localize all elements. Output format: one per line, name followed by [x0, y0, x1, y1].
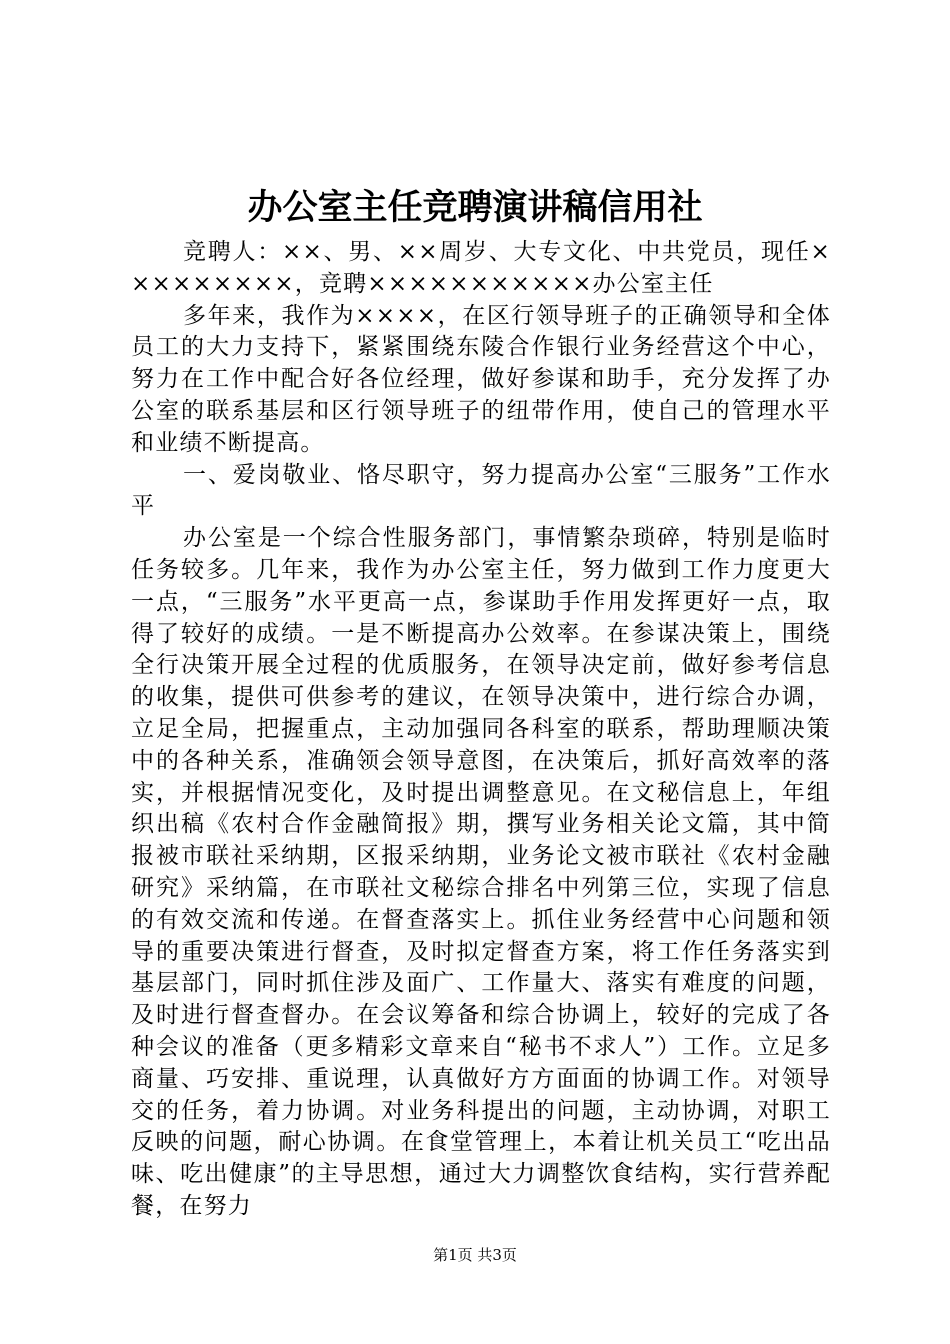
paragraph-applicant-info: 竞聘人：××、男、××周岁、大专文化、中共党员，现任×××××××××，竞聘×××××××××××办公室主任: [131, 239, 831, 297]
document-body: [131, 237, 831, 1223]
page-footer: 第1页 共3页: [433, 1246, 517, 1264]
paragraph-introduction: 多年来，我作为××××，在区行领导班子的正确领导和全体员工的大力支持下，紧紧围绕东陵合作银行业务经营这个中心，努力在工作中配合好各位经理，做好参谋和助手，充分发挥了办公室的联系基层和区行领导班子的纽带作用，使自己的管理水平和业绩不断提高。: [131, 302, 831, 456]
document-title: 办公室主任竞聘演讲稿信用社: [247, 187, 703, 228]
section-heading-one: 一、爱岗敬业、恪尽职守，努力提高办公室“三服务”工作水平: [131, 461, 831, 520]
paragraph-office-work: 办公室是一个综合性服务部门，事情繁杂琐碎，特别是临时任务较多。几年来，我作为办公室主任，努力做到工作力度更大一点，“三服务”水平更高一点，参谋助手作用发挥更好一点，取得了较好的成绩。一是不断提高办公效率。在参谋决策上，围绕全行决策开展全过程的优质服务，在领导决定前，做好参考信息的收集，提供可供参考的建议，在领导决策中，进行综合办调，立足全局，把握重点，主动加强同各科室的联系，帮助理顺决策中的各种关系，准确领会领导意图，在决策后，抓好高效率的落实，并根据情况变化，及时提出调整意见。在文秘信息上，年组织出稿《农村合作金融简报》期，撰写业务相关论文篇，其中简报被市联社采纳期，区报采纳期，业务论文被市联社《农村金融研究》采纳篇，在市联社文秘综合排名中列第三位，实现了信息的有效交流和传递。在督查落实上。抓住业务经营中心问题和领导的重要决策进行督查，及时拟定督查方案，将工作任务落实到基层部门，同时抓住涉及面广、工作量大、落实有难度的问题，及时进行督查督办。在会议筹备和综合协调上，较好的完成了各种会议的准备（更多精彩文章来自“秘书不求人”）工作。立足多商量、巧安排、重说理，认真做好方方面面的协调工作。对领导交的任务，着力协调。对业务科提出的问题，主动协调，对职工反映的问题，耐心协调。在食堂管理上，本着让机关员工“吃出品味、吃出健康”的主导思想，通过大力调整饮食结构，实行营养配餐，在努力: [131, 525, 831, 1219]
